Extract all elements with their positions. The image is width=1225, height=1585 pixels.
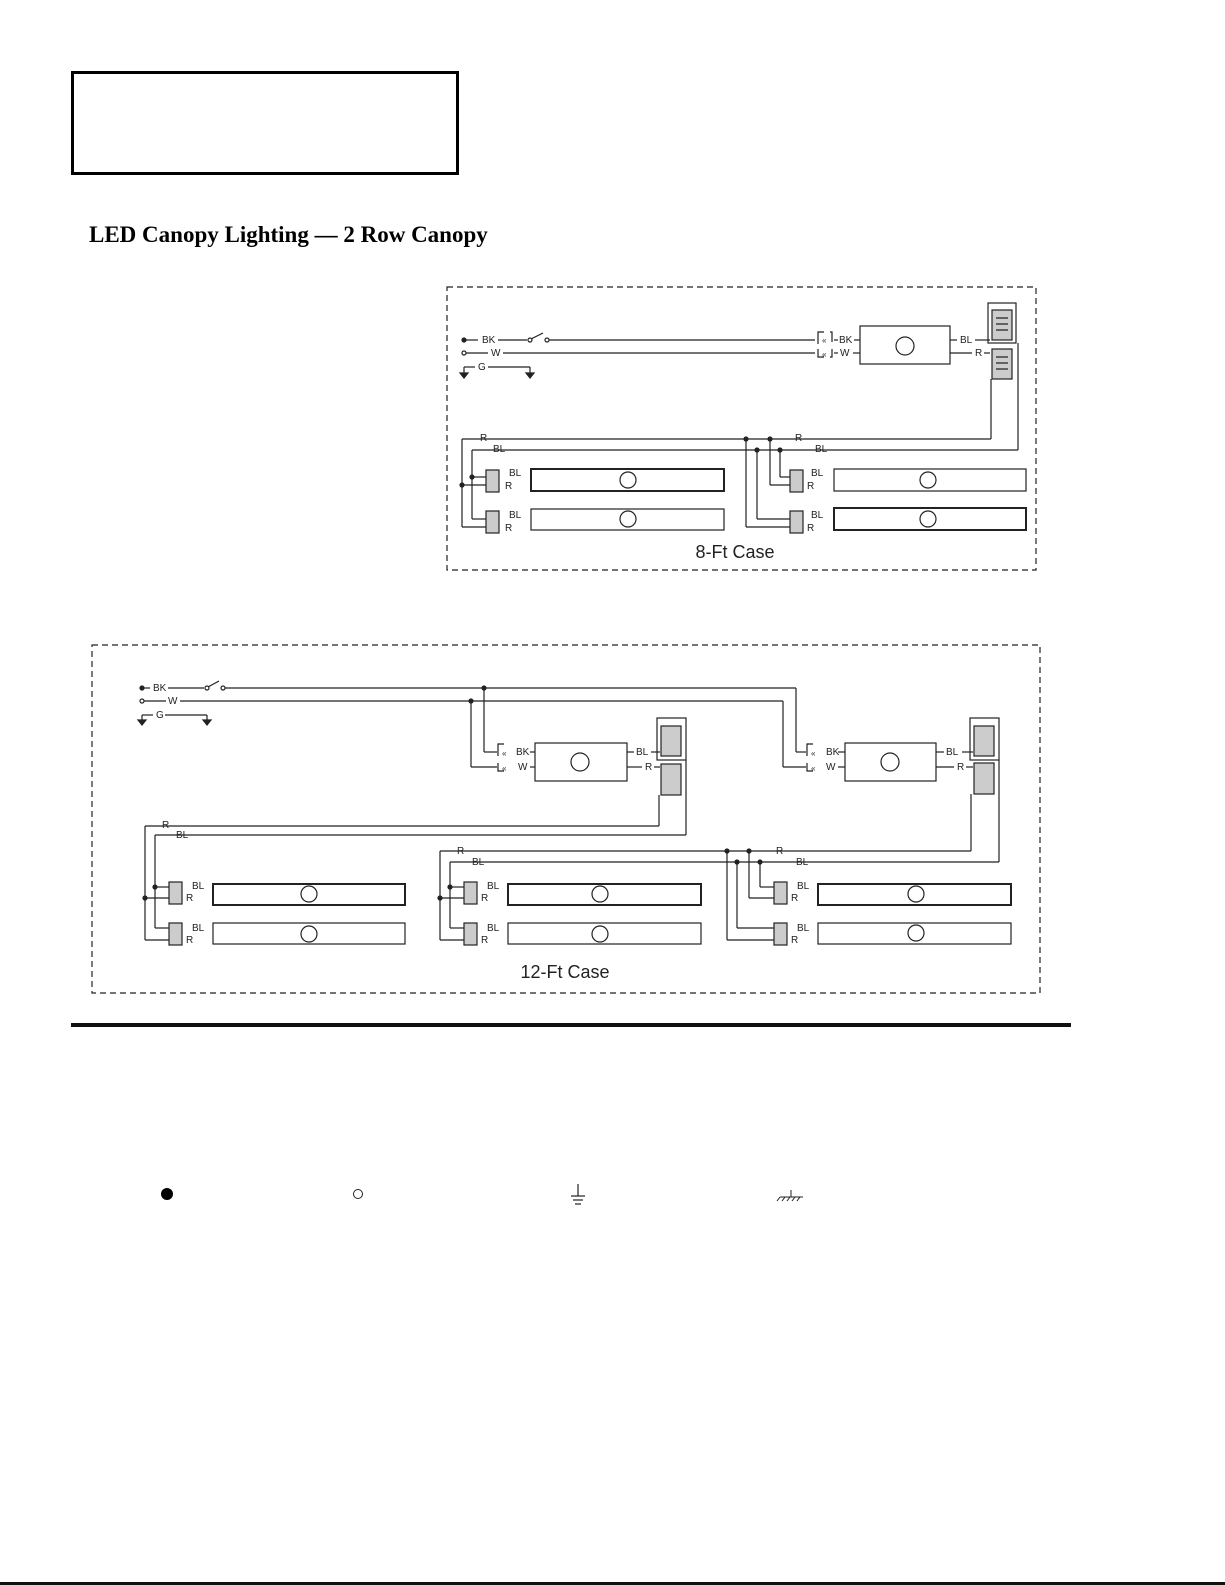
svg-text:BL: BL xyxy=(509,510,522,521)
svg-text:R: R xyxy=(645,762,653,773)
svg-text:«: « xyxy=(502,749,507,758)
svg-text:BK: BK xyxy=(153,683,167,694)
chassis-ground-icon xyxy=(777,1190,803,1201)
switch-contact xyxy=(545,338,549,342)
diagram-12ft xyxy=(92,645,1040,993)
svg-text:BL: BL xyxy=(811,510,824,521)
diagram-8ft-caption: 8-Ft Case xyxy=(695,542,775,562)
svg-text:R: R xyxy=(481,893,489,904)
ground-icon xyxy=(460,367,468,378)
svg-text:«: « xyxy=(811,764,816,773)
svg-text:BK: BK xyxy=(839,335,853,346)
svg-text:BL: BL xyxy=(946,747,959,758)
svg-text:«: « xyxy=(502,764,507,773)
led-driver xyxy=(845,743,936,781)
filled-dot-icon xyxy=(161,1188,173,1200)
light-circle-icon xyxy=(920,511,936,527)
diagram-8ft-border xyxy=(447,287,1036,570)
svg-text:BL: BL xyxy=(509,468,522,479)
svg-text:«: « xyxy=(822,350,827,359)
svg-text:R: R xyxy=(957,762,965,773)
svg-text:BL: BL xyxy=(797,923,810,934)
svg-text:R: R xyxy=(505,481,513,492)
svg-text:BL: BL xyxy=(960,335,973,346)
lamp-connector xyxy=(790,470,803,492)
lamp-connector xyxy=(486,470,499,492)
svg-text:R: R xyxy=(807,523,815,534)
switch-icon xyxy=(531,333,543,339)
svg-text:R: R xyxy=(791,935,799,946)
svg-text:R: R xyxy=(481,935,489,946)
svg-text:R: R xyxy=(791,893,799,904)
light-circle-icon xyxy=(620,511,636,527)
svg-text:R: R xyxy=(776,846,784,857)
diagram-8ft xyxy=(447,287,1036,570)
svg-text:R: R xyxy=(807,481,815,492)
svg-text:R: R xyxy=(457,846,465,857)
open-circle-icon xyxy=(354,1190,363,1199)
svg-text:BL: BL xyxy=(487,881,500,892)
ground-icon xyxy=(203,715,211,725)
svg-text:R: R xyxy=(795,433,803,444)
diagram-12ft-border xyxy=(92,645,1040,993)
lamp-connector xyxy=(790,511,803,533)
wire-label-w: W xyxy=(491,348,501,359)
light-circle-icon xyxy=(620,472,636,488)
terminal-open xyxy=(462,351,466,355)
svg-text:BL: BL xyxy=(797,881,810,892)
ground-icon xyxy=(571,1184,585,1204)
svg-text:W: W xyxy=(826,762,836,773)
svg-text:R: R xyxy=(162,820,170,831)
svg-text:BL: BL xyxy=(192,881,205,892)
svg-text:BL: BL xyxy=(192,923,205,934)
led-driver xyxy=(860,326,950,364)
svg-text:R: R xyxy=(505,523,513,534)
svg-text:W: W xyxy=(168,696,178,707)
section-divider xyxy=(71,1023,1071,1027)
svg-text:BL: BL xyxy=(487,923,500,934)
svg-text:«: « xyxy=(822,336,827,345)
output-connector xyxy=(992,310,1012,340)
lamp-connector xyxy=(486,511,499,533)
wire-label-g: G xyxy=(478,362,486,373)
svg-text:W: W xyxy=(840,348,850,359)
switch-icon xyxy=(208,681,219,687)
svg-text:R: R xyxy=(186,935,194,946)
svg-text:BL: BL xyxy=(796,857,809,868)
svg-text:BL: BL xyxy=(636,747,649,758)
svg-text:R: R xyxy=(480,433,488,444)
svg-text:BK: BK xyxy=(826,747,840,758)
svg-text:BL: BL xyxy=(811,468,824,479)
led-driver xyxy=(535,743,627,781)
svg-text:BL: BL xyxy=(472,857,485,868)
output-connector xyxy=(992,349,1012,379)
svg-text:BL: BL xyxy=(176,830,189,841)
diagram-12ft-caption: 12-Ft Case xyxy=(520,962,610,982)
svg-text:G: G xyxy=(156,710,164,721)
wire-label-bk: BK xyxy=(482,335,496,346)
light-circle-icon xyxy=(920,472,936,488)
svg-text:W: W xyxy=(518,762,528,773)
svg-text:BK: BK xyxy=(516,747,530,758)
ground-icon xyxy=(526,367,534,378)
svg-text:R: R xyxy=(975,348,983,359)
page-heading: LED Canopy Lighting — 2 Row Canopy xyxy=(89,222,488,247)
ground-icon xyxy=(138,715,146,725)
svg-text:BL: BL xyxy=(493,444,506,455)
svg-text:R: R xyxy=(186,893,194,904)
svg-text:«: « xyxy=(811,749,816,758)
driver-circle-icon xyxy=(896,337,914,355)
svg-text:BL: BL xyxy=(815,444,828,455)
legend xyxy=(161,1184,803,1204)
